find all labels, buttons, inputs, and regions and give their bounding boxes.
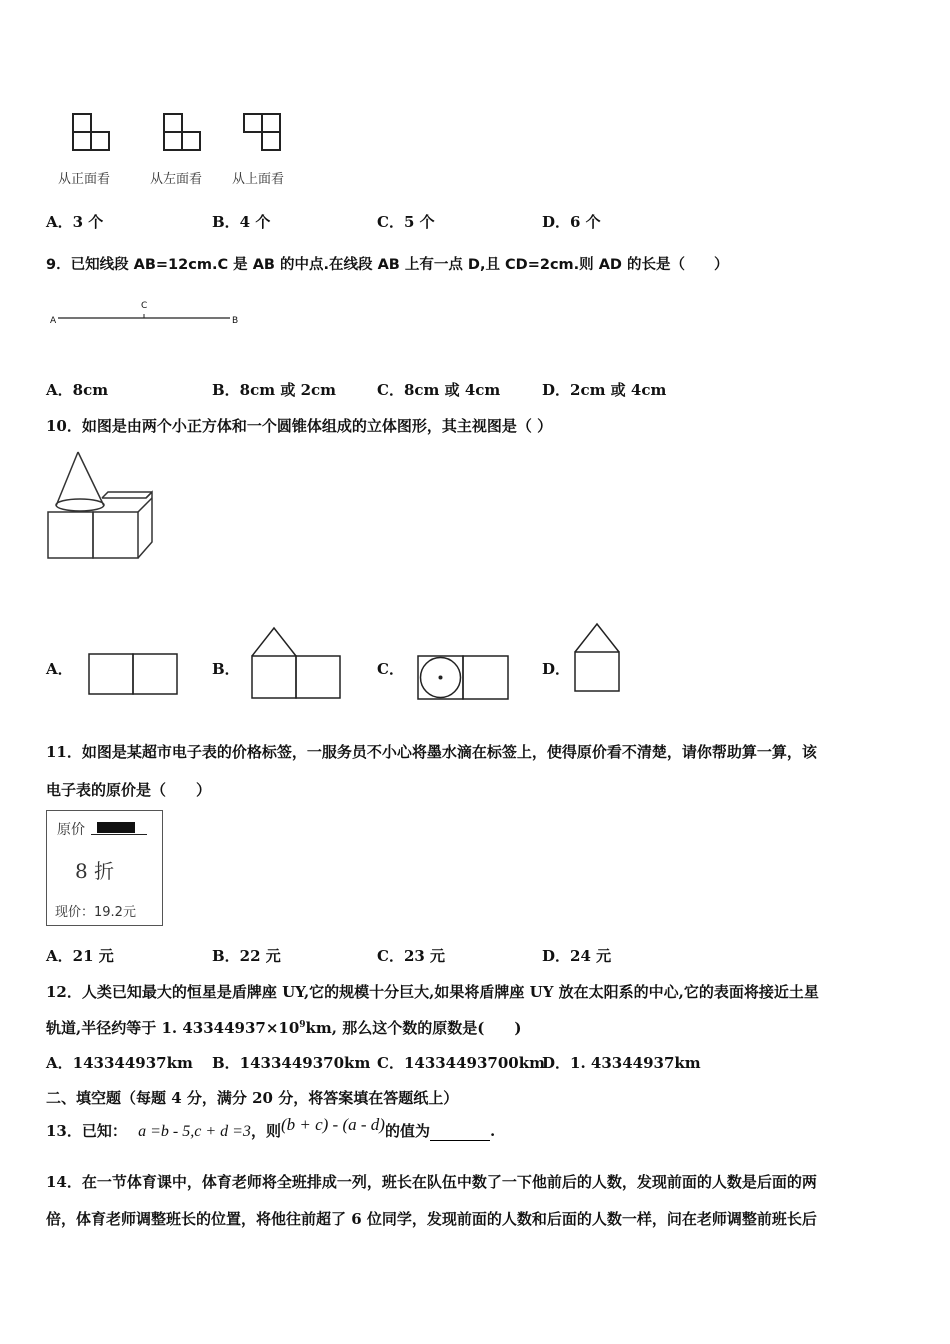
- q13-condition: a =b - 5,c + d =3: [138, 1123, 251, 1140]
- q12-stem-line2-b: km, 那么这个数的原数是( ): [305, 1019, 522, 1037]
- q13-prefix: 13．已知：: [46, 1122, 127, 1140]
- q9-option-a[interactable]: A．8cm: [46, 381, 109, 399]
- q9-option-c[interactable]: C．8cm 或 4cm: [377, 381, 501, 399]
- q8-option-a[interactable]: A．3 个: [46, 213, 104, 231]
- q10-option-c[interactable]: C．: [377, 660, 404, 678]
- point-c-label: C: [141, 301, 148, 311]
- point-b-label: B: [232, 316, 239, 326]
- q12-option-d[interactable]: D．1. 43344937km: [542, 1054, 701, 1072]
- front-view-figure: [72, 113, 114, 153]
- q9-option-d[interactable]: D．2cm 或 4cm: [542, 381, 667, 399]
- q10-option-d[interactable]: D．: [542, 660, 571, 678]
- q10-option-d-figure: [573, 622, 623, 694]
- q9-option-b[interactable]: B．8cm 或 2cm: [212, 381, 337, 399]
- front-view-label: 从正面看: [58, 172, 111, 187]
- q12-stem-line2-a: 轨道,半径约等于 1. 43344937×10: [46, 1019, 300, 1037]
- ink-blot-underline: [91, 820, 147, 835]
- q12-option-c[interactable]: C．14334493700km: [377, 1054, 546, 1072]
- point-a-label: A: [50, 316, 57, 326]
- top-view-figure: [243, 113, 285, 153]
- current-price-label: 现价：19.2元: [55, 905, 136, 920]
- q10-option-c-figure: [417, 655, 511, 701]
- left-view-figure: [163, 113, 205, 153]
- q13-mid: ，则: [250, 1122, 281, 1140]
- q8-option-c[interactable]: C．5 个: [377, 213, 435, 231]
- original-price-label: 原价: [57, 822, 85, 838]
- ink-blot: [97, 822, 135, 833]
- price-tag: [46, 810, 163, 926]
- q11-option-c[interactable]: C．23 元: [377, 947, 446, 965]
- q14-line1: 14．在一节体育课中，体育老师将全班排成一列，班长在队伍中数了一下他前后的人数，发现前面的人数是后面的两: [46, 1173, 817, 1191]
- discount-label: 8 折: [75, 859, 115, 883]
- q12-exponent: 9: [299, 1020, 306, 1030]
- q13-end: .: [489, 1122, 496, 1140]
- q8-option-b[interactable]: B．4 个: [212, 213, 271, 231]
- q10-option-a-figure: [88, 652, 180, 698]
- section2-heading: 二、填空题（每题 4 分，满分 20 分，将答案填在答题纸上）: [46, 1089, 459, 1107]
- q9-stem: 9．已知线段 AB=12cm.C 是 AB 的中点.在线段 AB 上有一点 D,且 CD=2cm.则 AD 的长是（ ）: [46, 257, 729, 273]
- q12-option-a[interactable]: A．143344937km: [46, 1054, 193, 1072]
- q13-line: [46, 1115, 496, 1141]
- q12-stem-line2: [46, 1017, 521, 1038]
- q8-option-d[interactable]: D．6 个: [542, 213, 601, 231]
- top-view-label: 从上面看: [232, 172, 285, 187]
- q11-option-d[interactable]: D．24 元: [542, 947, 612, 965]
- q11-stem-line2: 电子表的原价是（ ）: [46, 781, 212, 799]
- q11-option-a[interactable]: A．21 元: [46, 947, 114, 965]
- q13-expression: (b + c) - (a - d): [280, 1115, 385, 1134]
- left-view-label: 从左面看: [150, 172, 203, 187]
- q14-line2: 倍，体育老师调整班长的位置，将他往前超了 6 位同学，发现前面的人数和后面的人数一样，问在老师调整前班长后: [46, 1210, 817, 1228]
- q10-option-b-figure: [250, 626, 344, 700]
- q12-stem-line1: 12．人类已知最大的恒星是盾牌座 UY,它的规模十分巨大,如果将盾牌座 UY 放在太阳系的中心,它的表面将接近土星: [46, 983, 819, 1001]
- q11-option-b[interactable]: B．22 元: [212, 947, 281, 965]
- q12-option-b[interactable]: B．1433449370km: [212, 1054, 371, 1072]
- q13-answer-blank[interactable]: [430, 1126, 490, 1141]
- solid-figure: [46, 450, 158, 562]
- q10-option-a[interactable]: A．: [46, 660, 73, 678]
- q10-stem: 10．如图是由两个小正方体和一个圆锥体组成的立体图形，其主视图是（ ）: [46, 417, 553, 435]
- q13-suffix: 的值为: [384, 1122, 430, 1140]
- q11-stem-line1: 11．如图是某超市电子表的价格标签，一服务员不小心将墨水滴在标签上，使得原价看不清楚，请你帮助算一算，该: [46, 743, 817, 761]
- q10-option-b[interactable]: B．: [212, 660, 240, 678]
